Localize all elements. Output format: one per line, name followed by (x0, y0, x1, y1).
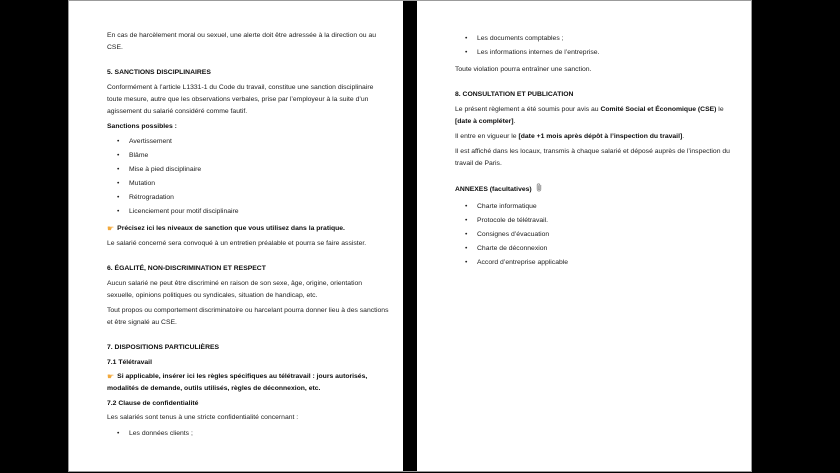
paragraph-vigueur (455, 131, 737, 143)
list-item: • Charte informatique (465, 200, 737, 214)
paragraph-conformement: Conformément à l’article L1331-1 du Code du travail, constitue une sanction disciplinaire toute mesure, autre que les observations verbales, prise par l’employeur à la suite d’un agissement du salarié considéré comme fautif. (107, 84, 374, 115)
list-item: • Avertissement (117, 135, 389, 149)
paragraph-cse (455, 104, 737, 128)
paragraph-confidentialite: Les salariés sont tenus à une stricte confidentialité concernant : (107, 414, 299, 421)
text-run-bold: [date +1 mois après dépôt à l’inspection du travail] (518, 133, 683, 140)
section-heading-consultation: 8. CONSULTATION ET PUBLICATION (455, 91, 574, 98)
text-run: . (513, 118, 516, 125)
list-item: • Les informations internes de l’entreprise. (465, 46, 737, 60)
text-run: Il entre en vigueur le (455, 133, 519, 140)
document-viewport[interactable] (68, 0, 752, 472)
pointing-hand-icon: ☛ (107, 372, 115, 381)
paragraph-entretien: Le salarié concerné sera convoqué à un entretien préalable et pourra se faire assister. (107, 240, 367, 247)
note-sanctions-text: Précisez ici les niveaux de sanction que vous utilisez dans la pratique. (117, 225, 345, 232)
paragraph-discrimination: Aucun salarié ne peut être discriminé en raison de son sexe, âge, origine, orientation sexuelle, opinions politiques ou syndicales, situation de handicap, etc. (107, 280, 363, 299)
list-item: • Charte de déconnexion (465, 242, 737, 256)
document-page-left[interactable] (69, 1, 403, 471)
text-run-bold: Comité Social et Économique (CSE) (600, 106, 717, 113)
sanctions-list (107, 135, 389, 219)
annexes-list (455, 200, 737, 270)
paragraph-affichage: Il est affiché dans les locaux, transmis à chaque salarié et déposé auprès de l’inspection du travail de Paris. (455, 148, 730, 167)
document-page-right[interactable] (417, 1, 751, 471)
section-heading-dispositions: 7. DISPOSITIONS PARTICULIÈRES (107, 344, 220, 351)
list-item: • Licenciement pour motif disciplinaire (117, 205, 389, 219)
note-teletravail-text: Si applicable, insérer ici les règles spécifiques au télétravail : jours autorisés, modalités de demande, outils utilisés, règles de déconnexion, etc. (107, 373, 368, 392)
list-item: • Les données clients ; (117, 427, 389, 441)
list-item: • Blâme (117, 149, 389, 163)
text-run: Le présent règlement a été soumis pour avis au (455, 106, 601, 113)
note-teletravail (107, 371, 389, 395)
text-run-bold: [date à compléter] (455, 118, 514, 125)
list-item: • Accord d’entreprise applicable (465, 256, 737, 270)
annexes-heading-text: ANNEXES (facultatives) (455, 186, 532, 193)
confidentialite-list-left (107, 427, 389, 441)
list-item: • Protocole de télétravail. (465, 214, 737, 228)
list-item: • Rétrogradation (117, 191, 389, 205)
label-sanctions-possibles: Sanctions possibles : (107, 123, 177, 130)
text-run: le (716, 106, 724, 113)
pointing-hand-icon: ☛ (107, 224, 115, 233)
paragraph-alerte: En cas de harcèlement moral ou sexuel, une alerte doit être adressée à la direction ou au CSE. (107, 32, 377, 51)
section-heading-sanctions: 5. SANCTIONS DISCIPLINAIRES (107, 69, 211, 76)
list-item: • Consignes d’évacuation (465, 228, 737, 242)
paragraph-violation: Toute violation pourra entraîner une sanction. (455, 66, 592, 73)
confidentialite-list-right (455, 32, 737, 60)
subheading-confidentialite: 7.2 Clause de confidentialité (107, 400, 199, 407)
text-run: . (682, 133, 685, 140)
section-heading-annexes (455, 183, 737, 197)
list-item: • Mutation (117, 177, 389, 191)
subheading-teletravail: 7.1 Télétravail (107, 359, 152, 366)
section-heading-egalite: 6. ÉGALITÉ, NON-DISCRIMINATION ET RESPECT (107, 265, 266, 272)
list-item: • Mise à pied disciplinaire (117, 163, 389, 177)
paperclip-icon (536, 183, 542, 197)
list-item: • Les documents comptables ; (465, 32, 737, 46)
note-sanctions (107, 223, 389, 235)
paragraph-propos: Tout propos ou comportement discriminatoire ou harcelant pourra donner lieu à des sanctions et être signalé au CSE. (107, 307, 389, 326)
